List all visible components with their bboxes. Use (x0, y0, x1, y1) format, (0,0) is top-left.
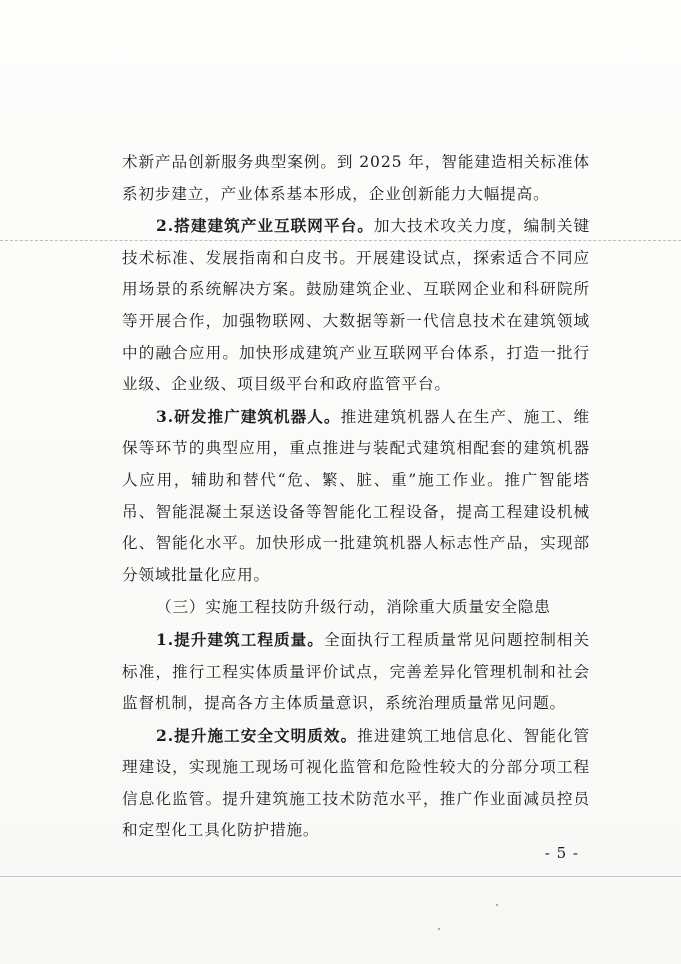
section-heading (122, 591, 590, 624)
paragraph-lead: 1.提升建筑工程质量。 (156, 629, 324, 649)
paragraph-body: 术新产品创新服务典型案例。到 2025 年，智能建造相关标准体系初步建立，产业体系基本形成，企业创新能力大幅提高。 (122, 153, 590, 203)
paragraph-body: 加大技术攻关力度，编制关键技术标准、发展指南和白皮书。开展建设试点，探索适合不同应用场景的系统解决方案。鼓励建筑企业、互联网企业和科研院所等开展合作，加强物联网、大数据等新一代信息技术在建筑领域中的融合应用。加快形成建筑产业互联网平台体系，打造一批行业级、企业级、项目级平台和政府监管平台。 (122, 217, 590, 394)
paragraph-5 (122, 624, 590, 720)
paragraph-body: 推进建筑工地信息化、智能化管理建设，实现施工现场可视化监管和危险性较大的分部分项工程信息化监管。提升建筑施工技术防范水平，推广作业面减员控员和定型化工具化防护措施。 (122, 726, 590, 840)
paragraph-lead: 2.搭建建筑产业互联网平台。 (156, 216, 374, 236)
scan-speck (438, 928, 440, 930)
paragraph-1 (122, 146, 590, 210)
paragraph-body: 全面执行工程质量常见问题控制相关标准，推行工程实体质量评价试点，完善差异化管理机制和社会监督机制，提高各方主体质量意识，系统治理质量常见问题。 (122, 630, 590, 713)
paragraph-body: 推进建筑机器人在生产、施工、维保等环节的典型应用，重点推进与装配式建筑相配套的建筑机器人应用，辅助和替代“危、繁、脏、重”施工作业。推广智能塔吊、智能混凝土泵送设备等智能化工程设备，提高工程建设机械化、智能化水平。加快形成一批建筑机器人标志性产品，实现部分领域批量化应用。 (122, 407, 590, 584)
paragraph-3 (122, 401, 590, 592)
section-heading-text: （三）实施工程技防升级行动，消除重大质量安全隐患 (156, 598, 551, 617)
paragraph-2 (122, 210, 590, 401)
page-bottom-edge (0, 876, 681, 877)
body-text (122, 146, 590, 847)
paragraph-lead: 3.研发推广建筑机器人。 (156, 406, 341, 426)
paragraph-lead: 2.提升施工安全文明质效。 (156, 725, 358, 745)
page-number: - 5 - (544, 844, 579, 862)
scan-speck (496, 904, 498, 906)
paragraph-6 (122, 720, 590, 847)
